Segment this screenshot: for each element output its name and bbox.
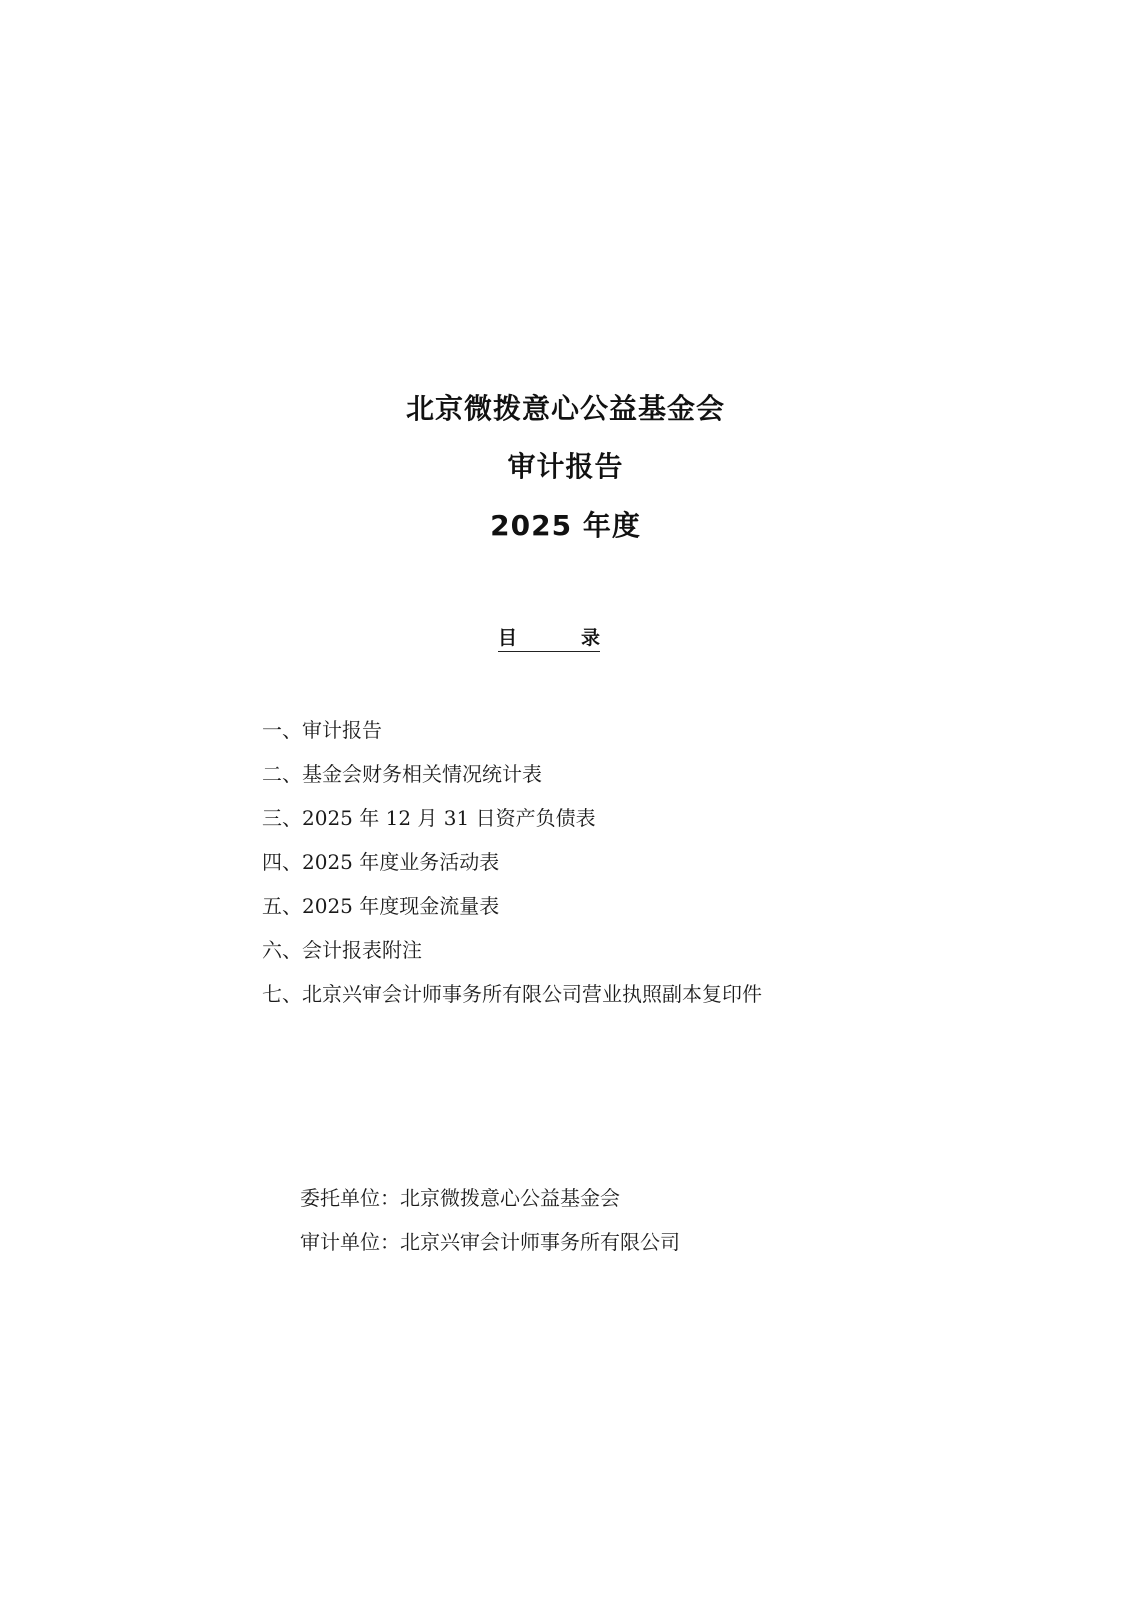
toc-list [262, 718, 882, 1026]
toc-item: 七、北京兴审会计师事务所有限公司营业执照副本复印件 [262, 982, 762, 1006]
report-title: 审计报告 [507, 450, 624, 483]
toc-item: 六、会计报表附注 [262, 938, 422, 962]
toc-item: 二、基金会财务相关情况统计表 [262, 762, 542, 786]
toc-item: 一、审计报告 [262, 718, 382, 742]
toc-heading-right: 录 [580, 627, 600, 649]
toc-item: 三、2025 年 12 月 31 日资产负债表 [262, 806, 596, 830]
toc-heading [498, 626, 600, 652]
entrusting-party: 委托单位：北京微拨意心公益基金会 [300, 1186, 620, 1210]
toc-item: 四、2025 年度业务活动表 [262, 850, 500, 874]
toc-item: 五、2025 年度现金流量表 [262, 894, 500, 918]
report-year: 2025 年度 [490, 509, 641, 542]
audit-firm: 审计单位：北京兴审会计师事务所有限公司 [300, 1230, 680, 1254]
organization-title: 北京微拨意心公益基金会 [405, 392, 725, 425]
toc-heading-left: 目 [498, 627, 518, 649]
